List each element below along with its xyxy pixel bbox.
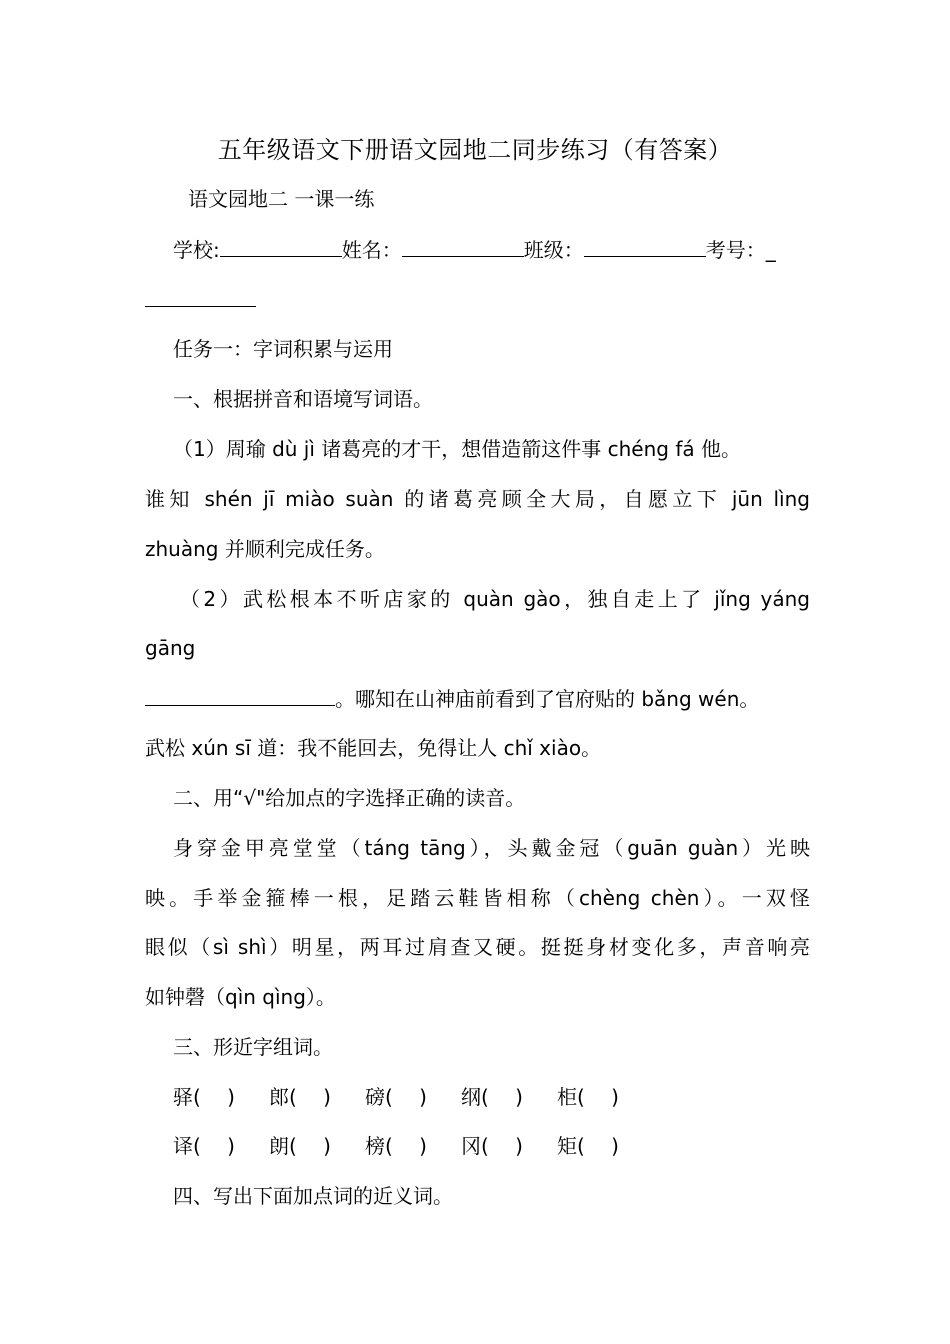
class-label: 班级： <box>523 238 584 262</box>
number-label: 考号：_ <box>705 238 776 262</box>
q1-p2-line2: gāng <box>145 636 196 660</box>
q2-heading: 二、用“√"给加点的字选择正确的读音。 <box>173 786 526 810</box>
name-label: 姓名： <box>341 238 402 262</box>
q1-p1-line1: （1）周瑜 dù jì 诸葛亮的才干，想借造箭这件事 chéng fá 他。 <box>173 437 741 461</box>
document-title: 五年级语文下册语文园地二同步练习（有答案） <box>217 136 733 164</box>
q1-p2-line3: 。哪知在山神庙前看到了官府贴的 bǎng wén。 <box>335 687 760 711</box>
q3-row1 <box>173 1082 653 1112</box>
q3-item[interactable]: 驿( ) <box>173 1085 235 1109</box>
q3-item[interactable]: 冈( ) <box>461 1134 523 1158</box>
q3-heading: 三、形近字组词。 <box>173 1035 333 1059</box>
q1-p2-line3-wrap <box>145 683 810 714</box>
q1-p2-line1: （2）武松根本不听店家的 quàn gào，独自走上了 jǐng yáng <box>180 587 810 611</box>
task1-heading: 任务一：字词积累与运用 <box>173 337 393 361</box>
class-blank[interactable] <box>584 234 706 257</box>
q3-item[interactable]: 纲( ) <box>461 1085 523 1109</box>
q1-heading: 一、根据拼音和语境写词语。 <box>173 387 433 411</box>
q3-item[interactable]: 译( ) <box>173 1134 235 1158</box>
q2-line2: 映。手举金箍棒一根，足踏云鞋皆相称（chèng chèn）。一双怪 <box>145 886 810 910</box>
q2-line1: 身穿金甲亮堂堂（táng tāng），头戴金冠（guān guàn）光映 <box>173 836 810 860</box>
q2-line3: 眼似（sì shì）明星，两耳过肩查又硬。挺挺身材变化多，声音响亮 <box>145 935 810 959</box>
name-blank[interactable] <box>402 234 524 257</box>
q1-p1-line2: 谁知 shén jī miào suàn 的诸葛亮顾全大局，自愿立下 jūn lìng <box>145 487 810 511</box>
q1-p1-line3: zhuàng 并顺利完成任务。 <box>145 537 385 561</box>
school-label: 学校: <box>173 238 220 262</box>
q2-line4: 如钟磬（qìn qìng）。 <box>145 985 336 1009</box>
q3-row2 <box>173 1131 653 1161</box>
number-blank[interactable] <box>145 284 256 307</box>
q3-item[interactable]: 磅( ) <box>365 1085 427 1109</box>
answer-blank[interactable] <box>145 683 335 706</box>
q3-item[interactable]: 矩( ) <box>557 1134 619 1158</box>
q3-item[interactable]: 朗( ) <box>269 1134 331 1158</box>
number-blank-line <box>145 284 810 315</box>
school-blank[interactable] <box>220 234 342 257</box>
q3-item[interactable]: 柜( ) <box>557 1085 619 1109</box>
q3-item[interactable]: 郎( ) <box>269 1085 331 1109</box>
student-info-line <box>173 234 838 265</box>
q3-item[interactable]: 榜( ) <box>365 1134 427 1158</box>
q4-heading: 四、写出下面加点词的近义词。 <box>173 1184 453 1208</box>
q1-p2-line4: 武松 xún sī 道：我不能回去，免得让人 chǐ xiào。 <box>145 736 602 760</box>
subtitle: 语文园地二 一课一练 <box>188 187 375 211</box>
